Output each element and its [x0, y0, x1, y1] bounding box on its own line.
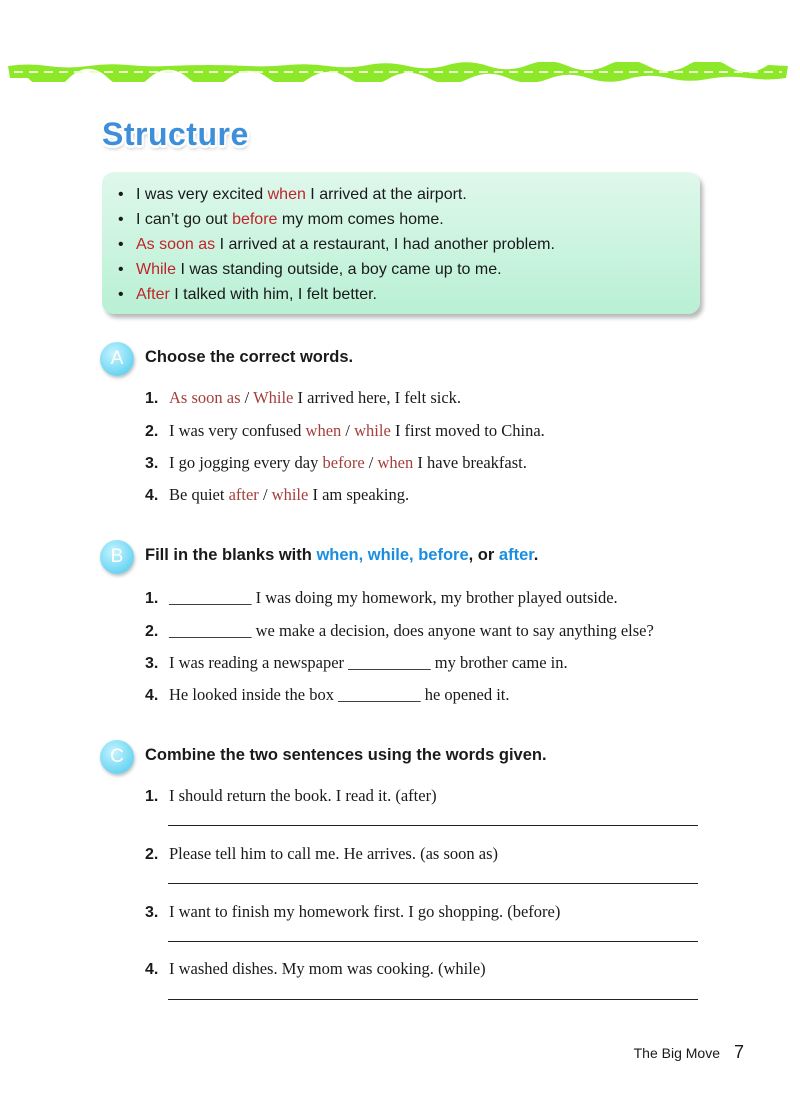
page-title: Structure: [102, 116, 249, 152]
structure-line: • While I was standing outside, a boy came up to me.: [118, 261, 502, 278]
choice-item: 2. I was very confused when / while I first moved to China.: [145, 421, 545, 440]
page-footer: [634, 1042, 744, 1063]
combine-item: 4. I washed dishes. My mom was cooking. (while): [145, 959, 486, 978]
structure-line: • I was very excited when I arrived at the airport.: [118, 186, 467, 203]
structure-list: [118, 182, 555, 307]
structure-line: • After I talked with him, I felt better.: [118, 286, 377, 303]
choice-item: 3. I go jogging every day before / when I have breakfast.: [145, 453, 527, 472]
fill-blank-item[interactable]: 2. __________ we make a decision, does anyone want to say anything else?: [145, 621, 654, 640]
choice-item: 4. Be quiet after / while I am speaking.: [145, 485, 410, 504]
structure-line: • I can’t go out before my mom comes home.: [118, 211, 444, 228]
combine-item: 2. Please tell him to call me. He arrives. (as soon as): [145, 844, 498, 863]
option[interactable]: when: [305, 421, 342, 440]
fill-blank-item[interactable]: 3. I was reading a newspaper __________ my brother came in.: [145, 653, 568, 672]
structure-box: [102, 172, 700, 314]
option[interactable]: when: [377, 453, 414, 472]
section-c-instruction: Combine the two sentences using the words given.: [145, 746, 547, 764]
fill-blank-item[interactable]: 1. __________ I was doing my homework, my brother played outside.: [145, 588, 618, 607]
section-b-instruction: Fill in the blanks with when, while, before, or after.: [145, 546, 539, 564]
book-title: The Big Move: [633, 1045, 720, 1061]
option[interactable]: after: [228, 485, 259, 504]
section-c-badge: C: [100, 740, 134, 774]
page-number: 7: [733, 1042, 744, 1062]
structure-line: • As soon as I arrived at a restaurant, I had another problem.: [118, 236, 555, 253]
fill-blank-item[interactable]: 4. He looked inside the box __________ he opened it.: [145, 685, 510, 704]
section-a-badge: A: [100, 342, 134, 376]
option[interactable]: While: [253, 388, 294, 407]
option[interactable]: while: [354, 421, 391, 440]
section-b-badge: B: [100, 540, 134, 574]
choice-item: 1. As soon as / While I arrived here, I felt sick.: [145, 388, 462, 407]
section-a-instruction: Choose the correct words.: [145, 348, 354, 366]
option[interactable]: while: [271, 485, 309, 504]
answer-line[interactable]: [168, 824, 698, 826]
option[interactable]: As soon as: [169, 388, 241, 407]
answer-line[interactable]: [168, 940, 698, 942]
answer-line[interactable]: [168, 882, 698, 884]
decorative-banner: [8, 62, 788, 82]
answer-line[interactable]: [168, 998, 698, 1000]
option[interactable]: before: [322, 453, 365, 472]
combine-item: 3. I want to finish my homework first. I go shopping. (before): [145, 902, 561, 921]
combine-item: 1. I should return the book. I read it. (after): [145, 786, 437, 805]
